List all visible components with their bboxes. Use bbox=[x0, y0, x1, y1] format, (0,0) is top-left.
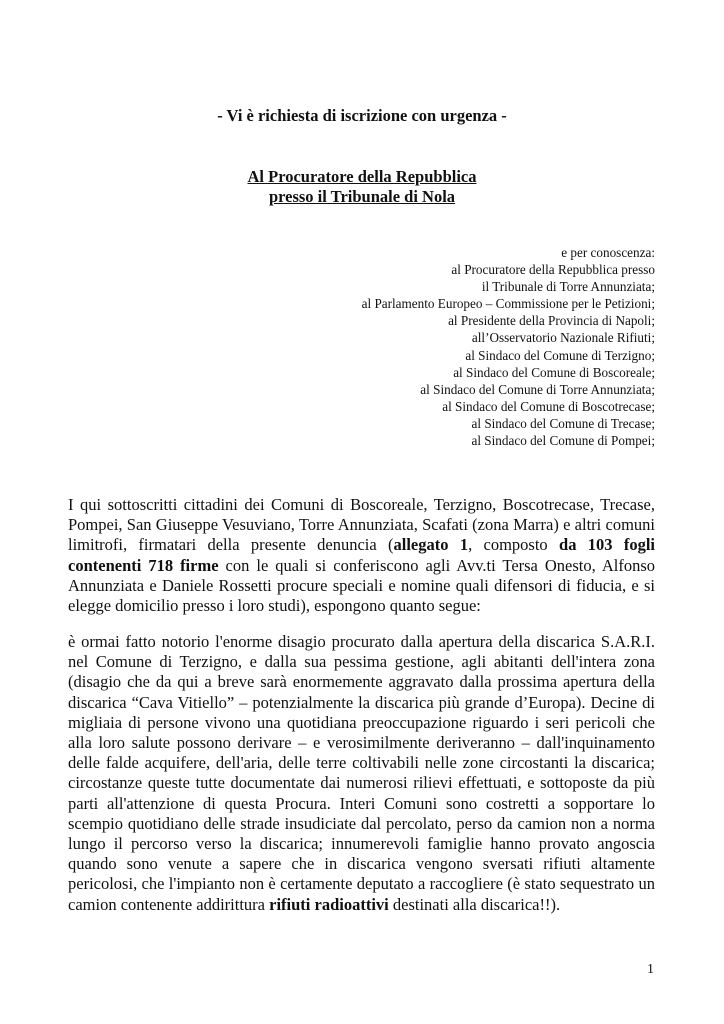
cc-recipient: al Presidente della Provincia di Napoli; bbox=[448, 313, 655, 329]
cc-recipient: al Sindaco del Comune di Boscoreale; bbox=[453, 364, 655, 380]
addressee-line-1: Al Procuratore della Repubblica bbox=[247, 167, 477, 186]
paragraph-2-text: è ormai fatto notorio l'enorme disagio procurato dalla apertura della discarica S.A.R.I. nel Comune di Terzigno, e dalla sua pessima gestione, agli abitanti dell'intera zona (disagio che da qui a breve sarà enormemente aggravato dalla prossima apertura della discarica “Cava Vitiello” – potenzialmente la discarica più grande d’Europa). Decine di migliaia di persone vivono una quotidiana preoccupazione riguardo i seri pericoli che alla loro salute possono derivare – e verosimilmente deriveranno – dall'inquinamento delle falde acquifere, dell'aria, delle terre coltivabili nelle zone circostanti la discarica; circostanze queste tutte documentate dai numerosi rilievi effettuati, e sottoposte da più parti all'attenzione di questa Procura. Interi Comuni sono costretti a sopportare lo scempio quotidiano delle strade insudiciate dal percolato, perso da camion non a norma lungo il percorso verso la discarica; innumerevoli famiglie hanno provato angoscia quando sono venute a sapere che in discarica vengono sversati rifiuti altamente pericolosi, che l'impianto non è certamente deputato a raccogliere (è stato sequestrato un camion contenente addirittura bbox=[68, 632, 655, 914]
paragraph-1-bold-signatures: da 103 fogli contenenti 718 firme bbox=[68, 535, 655, 575]
paragraph-2-bold-radioactive: rifiuti radioattivi bbox=[269, 894, 389, 914]
paragraph-2-text: destinati alla discarica!!). bbox=[388, 894, 561, 914]
cc-recipient: al Sindaco del Comune di Torre Annunziata; bbox=[420, 381, 655, 397]
cc-recipient: al Sindaco del Comune di Pompei; bbox=[471, 433, 655, 449]
body-paragraph-1 bbox=[68, 495, 655, 616]
cc-recipient: al Sindaco del Comune di Boscotrecase; bbox=[442, 398, 655, 414]
cc-recipient: al Parlamento Europeo – Commissione per le Petizioni; bbox=[361, 296, 655, 312]
paragraph-1-text: , composto bbox=[468, 535, 560, 555]
addressee-block bbox=[0, 167, 724, 207]
addressee-line-2: presso il Tribunale di Nola bbox=[268, 187, 456, 206]
cc-recipient: al Procuratore della Repubblica presso bbox=[451, 262, 655, 278]
cc-recipients-block bbox=[235, 244, 655, 449]
body-paragraph-2 bbox=[68, 632, 655, 915]
paragraph-1-text: I qui sottoscritti cittadini dei Comuni di Boscoreale, Terzigno, Boscotrecase, Trecase, Pompei, San Giuseppe Vesuviano, Torre Annunziata, Scafati (zona Marra) e altri comuni limitrofi, firmatari della presente denuncia ( bbox=[68, 495, 655, 555]
cc-recipient: all’Osservatorio Nazionale Rifiuti; bbox=[471, 330, 655, 346]
cc-recipient: il Tribunale di Torre Annunziata; bbox=[481, 279, 655, 295]
cc-recipient: al Sindaco del Comune di Trecase; bbox=[471, 415, 655, 431]
page-number: 1 bbox=[647, 962, 654, 977]
cc-intro: e per conoscenza: bbox=[561, 245, 655, 260]
urgent-notice: - Vi è richiesta di iscrizione con urgenza - bbox=[217, 106, 507, 125]
cc-recipient: al Sindaco del Comune di Terzigno; bbox=[465, 347, 655, 363]
paragraph-1-bold-attachment: allegato 1 bbox=[393, 535, 469, 555]
paragraph-1-text: con le quali si conferiscono agli Avv.ti Tersa Onesto, Alfonso Annunziata e Daniele Rossetti procure speciali e nomine quali difensori di fiducia, e si elegge domicilio presso i loro studi), espongono quanto segue: bbox=[68, 555, 655, 616]
